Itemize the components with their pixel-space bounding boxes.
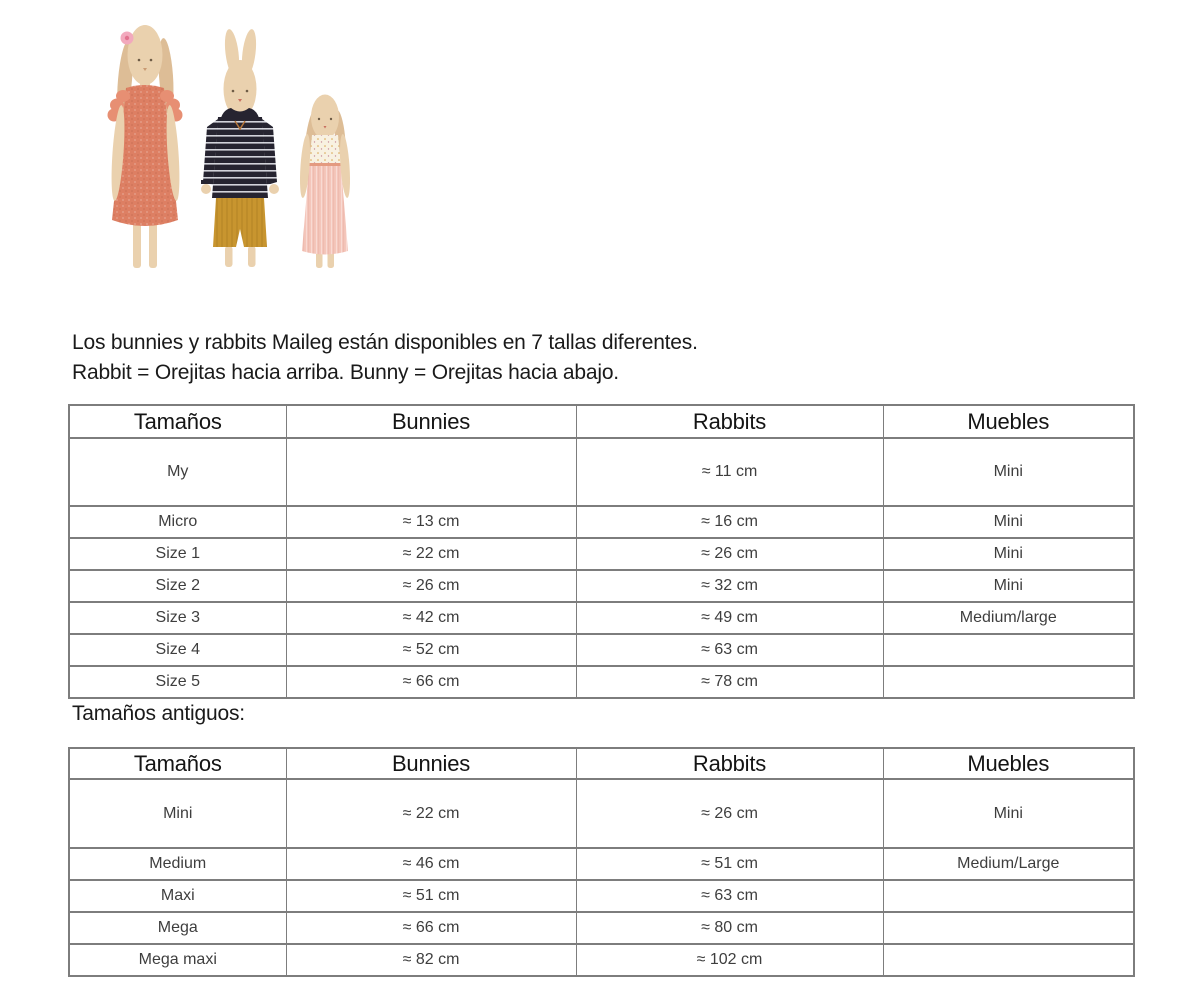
table-cell	[883, 912, 1134, 944]
table-cell: ≈ 42 cm	[286, 602, 576, 634]
table-cell: ≈ 13 cm	[286, 506, 576, 538]
doll-bunny-large	[108, 25, 183, 268]
table-cell: My	[69, 438, 286, 506]
table-cell: ≈ 66 cm	[286, 912, 576, 944]
table-cell: Medium	[69, 848, 286, 880]
column-header: Muebles	[883, 405, 1134, 438]
table-cell: ≈ 78 cm	[576, 666, 883, 698]
table-cell: Mini	[883, 779, 1134, 848]
product-photo-dolls	[85, 18, 365, 270]
table-cell: Size 4	[69, 634, 286, 666]
table-cell: Mega maxi	[69, 944, 286, 976]
intro-line-2: Rabbit = Orejitas hacia arriba. Bunny = Orejitas hacia abajo.	[72, 361, 619, 384]
table-cell: ≈ 22 cm	[286, 538, 576, 570]
table-cell: ≈ 16 cm	[576, 506, 883, 538]
table-row	[69, 538, 1134, 570]
table-cell: Size 5	[69, 666, 286, 698]
table-cell: Mini	[883, 570, 1134, 602]
table-row	[69, 634, 1134, 666]
table-cell: ≈ 80 cm	[576, 912, 883, 944]
table-row	[69, 506, 1134, 538]
old-sizes-heading: Tamaños antiguos:	[72, 702, 245, 725]
table-cell: Micro	[69, 506, 286, 538]
table-cell: Medium/Large	[883, 848, 1134, 880]
table-cell: Size 3	[69, 602, 286, 634]
table-row	[69, 666, 1134, 698]
doll-bunny-small	[298, 95, 351, 269]
header-row	[69, 405, 1134, 438]
table-cell: Mini	[883, 538, 1134, 570]
table-cell: Medium/large	[883, 602, 1134, 634]
table-cell: ≈ 66 cm	[286, 666, 576, 698]
table-row	[69, 570, 1134, 602]
table-cell: ≈ 22 cm	[286, 779, 576, 848]
table-cell: Mini	[69, 779, 286, 848]
column-header: Bunnies	[286, 405, 576, 438]
table-cell: ≈ 26 cm	[576, 538, 883, 570]
size-table-current	[68, 404, 1135, 699]
table-cell: ≈ 26 cm	[576, 779, 883, 848]
table-cell: ≈ 63 cm	[576, 634, 883, 666]
column-header: Muebles	[883, 748, 1134, 779]
table-row	[69, 602, 1134, 634]
table-cell: Size 1	[69, 538, 286, 570]
table-cell: Mega	[69, 912, 286, 944]
table-cell: Mini	[883, 438, 1134, 506]
header-row	[69, 748, 1134, 779]
table-cell: Maxi	[69, 880, 286, 912]
table-cell: Size 2	[69, 570, 286, 602]
table-cell	[883, 634, 1134, 666]
column-header: Tamaños	[69, 748, 286, 779]
table-cell: ≈ 52 cm	[286, 634, 576, 666]
flower-accent	[121, 32, 134, 45]
intro-line-1: Los bunnies y rabbits Maileg están disponibles en 7 tallas diferentes.	[72, 331, 698, 354]
table-row	[69, 779, 1134, 848]
table-cell: ≈ 51 cm	[576, 848, 883, 880]
table-row	[69, 848, 1134, 880]
table-cell: Mini	[883, 506, 1134, 538]
column-header: Rabbits	[576, 748, 883, 779]
table-row	[69, 944, 1134, 976]
size-table-old	[68, 747, 1135, 977]
table-cell	[883, 666, 1134, 698]
intro-text	[72, 328, 698, 388]
column-header: Rabbits	[576, 405, 883, 438]
table-row	[69, 880, 1134, 912]
table-row	[69, 438, 1134, 506]
table-cell: ≈ 26 cm	[286, 570, 576, 602]
table-cell: ≈ 51 cm	[286, 880, 576, 912]
table-cell: ≈ 82 cm	[286, 944, 576, 976]
table-cell: ≈ 102 cm	[576, 944, 883, 976]
table-cell	[883, 944, 1134, 976]
table-cell: ≈ 32 cm	[576, 570, 883, 602]
table-cell: ≈ 63 cm	[576, 880, 883, 912]
column-header: Tamaños	[69, 405, 286, 438]
table-cell: ≈ 46 cm	[286, 848, 576, 880]
doll-rabbit-medium	[201, 28, 279, 267]
table-cell	[286, 438, 576, 506]
column-header: Bunnies	[286, 748, 576, 779]
table-row	[69, 912, 1134, 944]
table-cell	[883, 880, 1134, 912]
table-cell: ≈ 11 cm	[576, 438, 883, 506]
table-cell: ≈ 49 cm	[576, 602, 883, 634]
